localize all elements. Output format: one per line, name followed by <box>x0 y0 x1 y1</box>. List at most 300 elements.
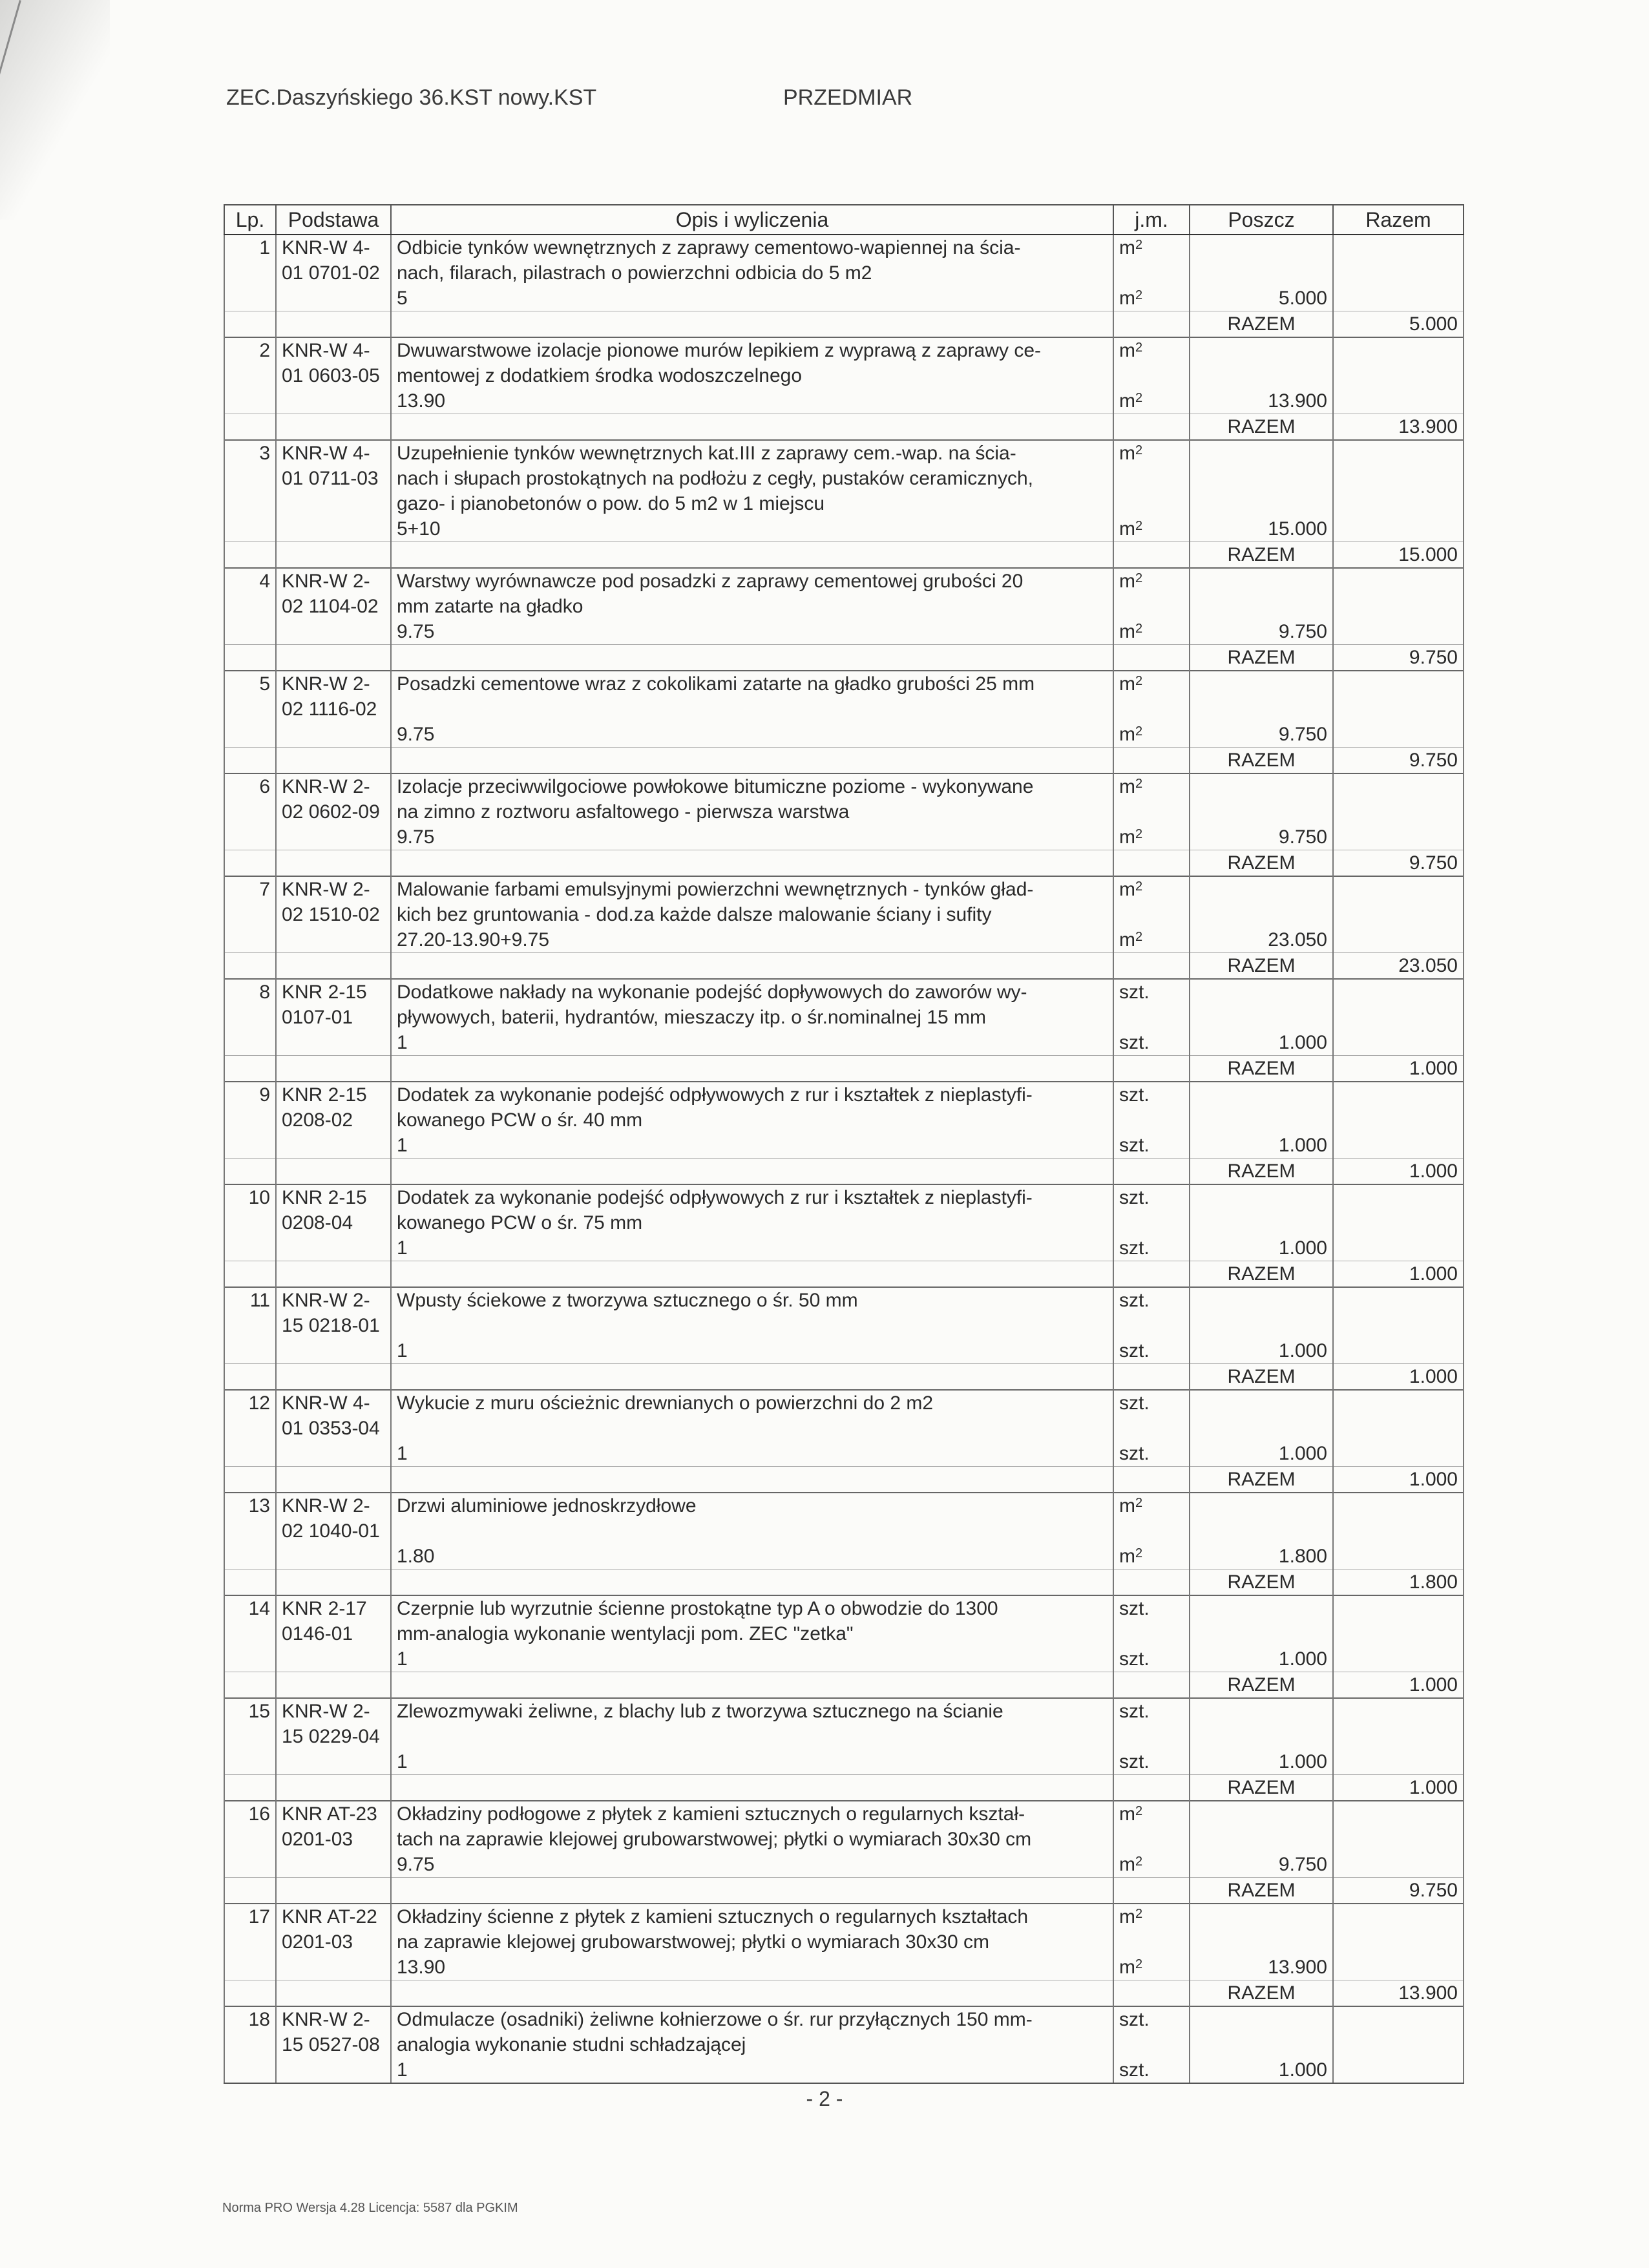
razem-label: RAZEM <box>1190 1467 1333 1493</box>
item-calc: 9.75 <box>391 1852 1113 1878</box>
item-poszcz-value: 13.900 <box>1190 388 1333 414</box>
item-lp <box>224 1929 276 1955</box>
item-opis-line: Posadzki cementowe wraz z cokolikami zatarte na gładko grubości 25 mm <box>391 671 1113 697</box>
item-row <box>224 235 1464 260</box>
item-row <box>224 2032 1464 2057</box>
item-razem-value: 13.900 <box>1333 414 1464 441</box>
item-razem-row <box>224 748 1464 774</box>
item-razem <box>1333 1005 1464 1030</box>
item-calc: 1 <box>391 1441 1113 1467</box>
item-lp <box>224 1724 276 1749</box>
item-poszcz <box>1190 671 1333 697</box>
item-razem <box>1333 1852 1464 1878</box>
item-poszcz <box>1190 2006 1333 2032</box>
item-podstawa: KNR 2-15 <box>276 1184 391 1210</box>
item-jm <box>1113 850 1190 877</box>
item-jm <box>1113 645 1190 671</box>
item-poszcz <box>1190 1313 1333 1338</box>
item-jm <box>1113 414 1190 441</box>
item-row <box>224 260 1464 286</box>
item-jm <box>1113 748 1190 774</box>
item-poszcz <box>1190 1698 1333 1724</box>
razem-label: RAZEM <box>1190 1056 1333 1082</box>
item-podstawa: KNR-W 2- <box>276 671 391 697</box>
item-jm <box>1113 1672 1190 1699</box>
item-poszcz <box>1190 902 1333 927</box>
item-razem-value: 1.000 <box>1333 1467 1464 1493</box>
item-opis-line <box>391 311 1113 338</box>
item-lp <box>224 1518 276 1544</box>
item-razem-value: 1.000 <box>1333 1159 1464 1185</box>
item-calc-row <box>224 1544 1464 1570</box>
item-jm: $m^2$ <box>1113 1801 1190 1827</box>
item-poszcz-value: 1.800 <box>1190 1544 1333 1570</box>
razem-label: RAZEM <box>1190 1980 1333 2007</box>
item-opis-line <box>391 542 1113 569</box>
item-opis-line: kowanego PCW o śr. 75 mm <box>391 1210 1113 1235</box>
item-jm <box>1113 2032 1190 2057</box>
col-header-poszcz: Poszcz <box>1190 205 1333 235</box>
item-jm: $m^2$ <box>1113 568 1190 594</box>
item-row <box>224 1005 1464 1030</box>
item-podstawa <box>276 850 391 877</box>
item-calc-jm: $m^2$ <box>1113 722 1190 748</box>
item-razem <box>1333 876 1464 902</box>
item-lp <box>224 1775 276 1801</box>
col-header-jm: j.m. <box>1113 205 1190 235</box>
item-jm: $m^2$ <box>1113 876 1190 902</box>
item-podstawa: 15 0218-01 <box>276 1313 391 1338</box>
item-razem <box>1333 902 1464 927</box>
item-row <box>224 1827 1464 1852</box>
item-lp: 18 <box>224 2006 276 2032</box>
item-opis-line <box>391 1570 1113 1596</box>
unit-exponent: 2 <box>1135 930 1143 944</box>
item-opis-line: Dodatkowe nakłady na wykonanie podejść dopływowych do zaworów wy- <box>391 979 1113 1005</box>
item-razem-row <box>224 850 1464 877</box>
item-calc: 9.75 <box>391 722 1113 748</box>
item-lp <box>224 1852 276 1878</box>
item-podstawa <box>276 1056 391 1082</box>
item-jm <box>1113 1261 1190 1288</box>
item-poszcz <box>1190 979 1333 1005</box>
item-podstawa <box>276 1672 391 1699</box>
item-lp <box>224 1261 276 1288</box>
item-calc-row <box>224 619 1464 645</box>
item-podstawa <box>276 1749 391 1775</box>
item-poszcz-value: 5.000 <box>1190 286 1333 311</box>
item-lp <box>224 1749 276 1775</box>
item-podstawa <box>276 388 391 414</box>
item-opis-line <box>391 645 1113 671</box>
item-lp: 12 <box>224 1390 276 1416</box>
item-podstawa <box>276 1235 391 1261</box>
item-opis-line: Malowanie farbami emulsyjnymi powierzchni wewnętrznych - tynków gład- <box>391 876 1113 902</box>
item-lp: 1 <box>224 235 276 260</box>
item-razem <box>1333 2057 1464 2083</box>
item-opis-line: na zaprawie klejowej grubowarstwowej; płytki o wymiarach 30x30 cm <box>391 1929 1113 1955</box>
item-row <box>224 902 1464 927</box>
item-lp <box>224 1621 276 1646</box>
item-razem <box>1333 697 1464 722</box>
item-lp <box>224 1235 276 1261</box>
item-podstawa <box>276 1570 391 1596</box>
item-podstawa: 01 0701-02 <box>276 260 391 286</box>
item-opis-line <box>391 1775 1113 1801</box>
item-razem-value: 13.900 <box>1333 1980 1464 2007</box>
item-razem <box>1333 1749 1464 1775</box>
razem-label: RAZEM <box>1190 953 1333 980</box>
item-jm <box>1113 594 1190 619</box>
unit-exponent: 2 <box>1135 674 1143 688</box>
item-razem <box>1333 260 1464 286</box>
item-podstawa: 02 1040-01 <box>276 1518 391 1544</box>
item-razem-value: 15.000 <box>1333 542 1464 569</box>
item-podstawa <box>276 1646 391 1672</box>
item-razem-value: 9.750 <box>1333 748 1464 774</box>
col-header-podstawa: Podstawa <box>276 205 391 235</box>
item-jm <box>1113 1313 1190 1338</box>
item-opis-line <box>391 1467 1113 1493</box>
item-calc: 1 <box>391 1338 1113 1364</box>
item-opis-line: kich bez gruntowania - dod.za każde dalsze malowanie ściany i sufity <box>391 902 1113 927</box>
col-header-opis: Opis i wyliczenia <box>391 205 1113 235</box>
item-podstawa: KNR-W 2- <box>276 1698 391 1724</box>
item-poszcz-value: 1.000 <box>1190 1646 1333 1672</box>
item-poszcz <box>1190 799 1333 824</box>
unit-exponent: 2 <box>1135 879 1143 894</box>
item-calc: 1 <box>391 1030 1113 1056</box>
item-podstawa <box>276 1878 391 1904</box>
item-jm <box>1113 1827 1190 1852</box>
item-lp <box>224 824 276 850</box>
item-lp <box>224 363 276 388</box>
item-row <box>224 491 1464 516</box>
unit-exponent: 2 <box>1135 571 1143 585</box>
unit-exponent: 2 <box>1135 777 1143 791</box>
item-opis-line: tach na zaprawie klejowej grubowarstwowej; płytki o wymiarach 30x30 cm <box>391 1827 1113 1852</box>
item-poszcz <box>1190 1184 1333 1210</box>
item-jm <box>1113 491 1190 516</box>
item-poszcz <box>1190 363 1333 388</box>
item-lp: 16 <box>224 1801 276 1827</box>
item-razem-row <box>224 1878 1464 1904</box>
item-lp: 14 <box>224 1595 276 1621</box>
unit-exponent: 2 <box>1135 1854 1143 1869</box>
item-jm <box>1113 799 1190 824</box>
item-calc-row <box>224 1852 1464 1878</box>
item-poszcz-value: 1.000 <box>1190 1030 1333 1056</box>
item-opis-line <box>391 748 1113 774</box>
item-razem <box>1333 1108 1464 1133</box>
item-razem <box>1333 388 1464 414</box>
item-poszcz <box>1190 491 1333 516</box>
item-poszcz <box>1190 260 1333 286</box>
item-lp <box>224 619 276 645</box>
item-opis-line: Odmulacze (osadniki) żeliwne kołnierzowe o śr. rur przyłącznych 150 mm- <box>391 2006 1113 2032</box>
item-lp <box>224 799 276 824</box>
item-lp <box>224 594 276 619</box>
item-podstawa: 15 0527-08 <box>276 2032 391 2057</box>
item-lp <box>224 722 276 748</box>
item-opis-line: mentowej z dodatkiem środka wodoszczelnego <box>391 363 1113 388</box>
item-row <box>224 671 1464 697</box>
item-poszcz-value: 9.750 <box>1190 619 1333 645</box>
item-razem-row <box>224 311 1464 338</box>
item-razem <box>1333 927 1464 953</box>
item-jm <box>1113 697 1190 722</box>
item-calc-jm: $m^2$ <box>1113 516 1190 542</box>
footer-license: Norma PRO Wersja 4.28 Licencja: 5587 dla PGKIM <box>222 2201 518 2215</box>
item-podstawa <box>276 1467 391 1493</box>
item-razem <box>1333 1827 1464 1852</box>
item-opis-line: Wpusty ściekowe z tworzywa sztucznego o śr. 50 mm <box>391 1287 1113 1313</box>
item-poszcz-value: 9.750 <box>1190 1852 1333 1878</box>
item-calc-row <box>224 1955 1464 1980</box>
page-number: - 2 - <box>806 2087 843 2110</box>
item-lp <box>224 542 276 569</box>
item-calc-jm: $m^2$ <box>1113 824 1190 850</box>
item-calc-row <box>224 722 1464 748</box>
item-podstawa: 0146-01 <box>276 1621 391 1646</box>
item-calc: 13.90 <box>391 1955 1113 1980</box>
item-jm <box>1113 1878 1190 1904</box>
item-razem <box>1333 1544 1464 1570</box>
item-row <box>224 1595 1464 1621</box>
item-razem <box>1333 1904 1464 1929</box>
item-calc-row <box>224 1646 1464 1672</box>
item-opis-line <box>391 1878 1113 1904</box>
item-lp <box>224 1364 276 1391</box>
item-razem <box>1333 1441 1464 1467</box>
item-opis-line: Warstwy wyrównawcze pod posadzki z zaprawy cementowej grubości 20 <box>391 568 1113 594</box>
item-calc-jm: $m^2$ <box>1113 1852 1190 1878</box>
item-lp <box>224 1467 276 1493</box>
item-jm <box>1113 1570 1190 1596</box>
item-jm <box>1113 311 1190 338</box>
item-razem-row <box>224 1056 1464 1082</box>
item-razem <box>1333 1338 1464 1364</box>
unit-exponent: 2 <box>1135 1804 1143 1818</box>
item-calc-row <box>224 824 1464 850</box>
item-razem <box>1333 594 1464 619</box>
item-razem <box>1333 1184 1464 1210</box>
item-podstawa <box>276 722 391 748</box>
item-lp <box>224 2032 276 2057</box>
item-calc: 1 <box>391 1235 1113 1261</box>
item-calc-jm: szt. <box>1113 1235 1190 1261</box>
item-razem <box>1333 1313 1464 1338</box>
item-calc-jm: szt. <box>1113 1030 1190 1056</box>
item-jm: $m^2$ <box>1113 337 1190 363</box>
item-poszcz <box>1190 337 1333 363</box>
item-opis-line: Dodatek za wykonanie podejść odpływowych z rur i kształtek z nieplastyfi- <box>391 1082 1113 1108</box>
item-razem <box>1333 1646 1464 1672</box>
item-podstawa: KNR-W 4- <box>276 337 391 363</box>
item-calc-row <box>224 1441 1464 1467</box>
item-podstawa: 0208-02 <box>276 1108 391 1133</box>
item-opis-line <box>391 1980 1113 2007</box>
item-poszcz <box>1190 1210 1333 1235</box>
item-jm: szt. <box>1113 1082 1190 1108</box>
item-opis-line: Okładziny podłogowe z płytek z kamieni sztucznych o regularnych kształ- <box>391 1801 1113 1827</box>
item-lp <box>224 850 276 877</box>
item-razem-value: 1.000 <box>1333 1775 1464 1801</box>
item-podstawa: KNR-W 2- <box>276 568 391 594</box>
item-podstawa <box>276 1775 391 1801</box>
item-razem <box>1333 824 1464 850</box>
item-podstawa <box>276 645 391 671</box>
item-razem <box>1333 1955 1464 1980</box>
table-body <box>224 235 1464 2083</box>
item-razem <box>1333 1030 1464 1056</box>
item-lp: 4 <box>224 568 276 594</box>
item-podstawa: KNR-W 2- <box>276 1287 391 1313</box>
item-calc-jm: szt. <box>1113 1338 1190 1364</box>
item-row <box>224 1929 1464 1955</box>
item-lp <box>224 1980 276 2007</box>
item-jm <box>1113 1621 1190 1646</box>
item-row <box>224 1313 1464 1338</box>
item-opis-line <box>391 850 1113 877</box>
item-poszcz <box>1190 594 1333 619</box>
unit-exponent: 2 <box>1135 443 1143 457</box>
item-lp <box>224 748 276 774</box>
item-opis-line: kowanego PCW o śr. 40 mm <box>391 1108 1113 1133</box>
item-poszcz <box>1190 1390 1333 1416</box>
item-opis-line <box>391 697 1113 722</box>
item-podstawa: KNR-W 2- <box>276 773 391 799</box>
item-row <box>224 1621 1464 1646</box>
item-lp <box>224 1210 276 1235</box>
item-calc: 1 <box>391 1646 1113 1672</box>
item-razem <box>1333 491 1464 516</box>
item-lp <box>224 1441 276 1467</box>
razem-label: RAZEM <box>1190 311 1333 338</box>
item-podstawa <box>276 1030 391 1056</box>
item-razem <box>1333 1929 1464 1955</box>
item-podstawa <box>276 1159 391 1185</box>
razem-label: RAZEM <box>1190 1261 1333 1288</box>
item-row <box>224 568 1464 594</box>
item-poszcz-value: 9.750 <box>1190 824 1333 850</box>
item-row <box>224 979 1464 1005</box>
item-calc: 1 <box>391 1749 1113 1775</box>
item-calc-jm: $m^2$ <box>1113 1544 1190 1570</box>
item-row <box>224 1904 1464 1929</box>
unit-exponent: 2 <box>1135 622 1143 636</box>
item-poszcz <box>1190 1493 1333 1518</box>
item-opis-line: analogia wykonanie studni schładzającej <box>391 2032 1113 2057</box>
item-jm: $m^2$ <box>1113 235 1190 260</box>
unit-exponent: 2 <box>1135 341 1143 355</box>
item-razem-row <box>224 645 1464 671</box>
item-lp: 5 <box>224 671 276 697</box>
unit-exponent: 2 <box>1135 827 1143 841</box>
item-row <box>224 1210 1464 1235</box>
item-razem <box>1333 286 1464 311</box>
item-lp: 11 <box>224 1287 276 1313</box>
item-row <box>224 1082 1464 1108</box>
item-lp: 7 <box>224 876 276 902</box>
item-lp <box>224 953 276 980</box>
item-lp <box>224 414 276 441</box>
item-podstawa: KNR-W 4- <box>276 235 391 260</box>
unit-exponent: 2 <box>1135 1546 1143 1560</box>
item-razem-value: 1.800 <box>1333 1570 1464 1596</box>
item-opis-line: Uzupełnienie tynków wewnętrznych kat.III z zaprawy cem.-wap. na ścia- <box>391 440 1113 466</box>
item-podstawa: KNR-W 4- <box>276 1390 391 1416</box>
razem-label: RAZEM <box>1190 1159 1333 1185</box>
item-opis-line: Izolacje przeciwwilgociowe powłokowe bitumiczne poziome - wykonywane <box>391 773 1113 799</box>
item-razem <box>1333 619 1464 645</box>
item-razem-row <box>224 1159 1464 1185</box>
item-razem-row <box>224 1364 1464 1391</box>
item-jm: $m^2$ <box>1113 671 1190 697</box>
item-opis-line: nach, filarach, pilastrach o powierzchni odbicia do 5 m2 <box>391 260 1113 286</box>
item-razem-row <box>224 1775 1464 1801</box>
item-calc: 5 <box>391 286 1113 311</box>
item-jm <box>1113 1210 1190 1235</box>
item-poszcz <box>1190 773 1333 799</box>
item-poszcz-value: 1.000 <box>1190 1235 1333 1261</box>
item-razem-value: 5.000 <box>1333 311 1464 338</box>
unit-exponent: 2 <box>1135 724 1143 739</box>
item-razem-value: 1.000 <box>1333 1672 1464 1699</box>
item-razem-value: 9.750 <box>1333 645 1464 671</box>
razem-label: RAZEM <box>1190 1878 1333 1904</box>
item-lp: 6 <box>224 773 276 799</box>
item-razem <box>1333 1801 1464 1827</box>
item-opis-line: Odbicie tynków wewnętrznych z zaprawy cementowo-wapiennej na ścia- <box>391 235 1113 260</box>
item-poszcz <box>1190 1621 1333 1646</box>
item-jm <box>1113 542 1190 569</box>
item-razem <box>1333 671 1464 697</box>
item-jm <box>1113 1159 1190 1185</box>
item-lp <box>224 516 276 542</box>
item-calc: 1 <box>391 2057 1113 2083</box>
item-lp <box>224 260 276 286</box>
item-poszcz-value: 1.000 <box>1190 1338 1333 1364</box>
item-lp <box>224 1570 276 1596</box>
item-jm: $m^2$ <box>1113 773 1190 799</box>
item-opis-line: Okładziny ścienne z płytek z kamieni sztucznych o regularnych kształtach <box>391 1904 1113 1929</box>
item-lp: 15 <box>224 1698 276 1724</box>
item-calc: 9.75 <box>391 824 1113 850</box>
item-poszcz-value: 1.000 <box>1190 2057 1333 2083</box>
item-podstawa <box>276 1955 391 1980</box>
item-poszcz <box>1190 1929 1333 1955</box>
item-calc-jm: $m^2$ <box>1113 1955 1190 1980</box>
item-razem <box>1333 1724 1464 1749</box>
item-row <box>224 1416 1464 1441</box>
item-razem <box>1333 440 1464 466</box>
item-lp <box>224 491 276 516</box>
item-row <box>224 1724 1464 1749</box>
razem-label: RAZEM <box>1190 748 1333 774</box>
item-razem-row <box>224 1980 1464 2007</box>
item-opis-line: Drzwi aluminiowe jednoskrzydłowe <box>391 1493 1113 1518</box>
item-razem <box>1333 1493 1464 1518</box>
item-podstawa: 02 1510-02 <box>276 902 391 927</box>
item-lp <box>224 388 276 414</box>
item-podstawa <box>276 824 391 850</box>
razem-label: RAZEM <box>1190 1775 1333 1801</box>
item-poszcz <box>1190 2032 1333 2057</box>
item-jm <box>1113 1108 1190 1133</box>
item-poszcz <box>1190 697 1333 722</box>
item-razem-row <box>224 1467 1464 1493</box>
